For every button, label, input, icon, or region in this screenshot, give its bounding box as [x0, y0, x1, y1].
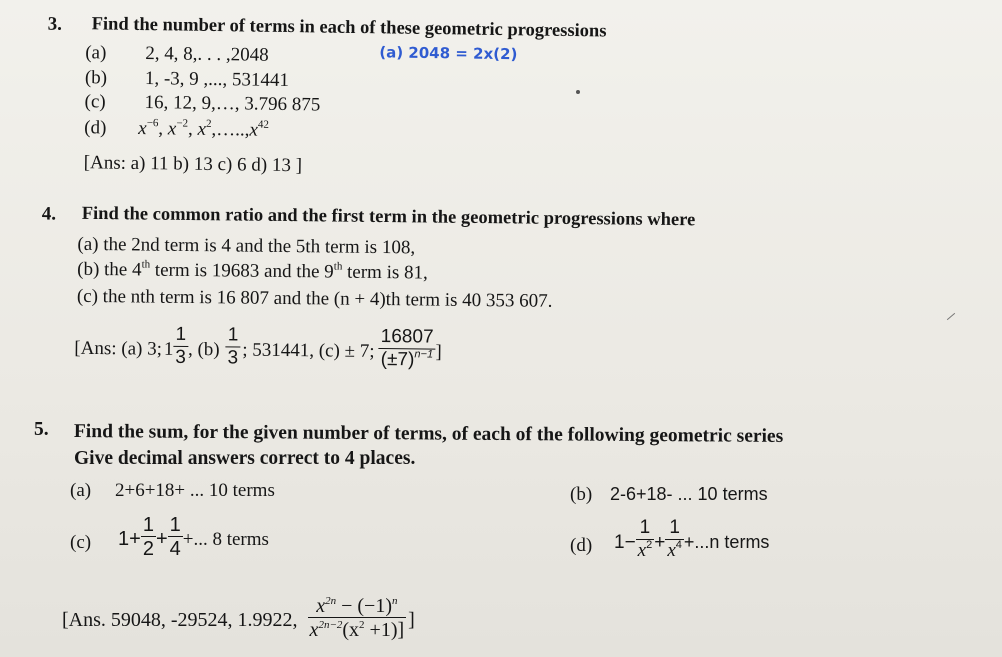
var-x: x: [167, 118, 177, 140]
operator: +: [155, 528, 168, 550]
denominator: [308, 618, 407, 642]
var-x: x: [667, 539, 676, 561]
question-number: 5.: [34, 419, 49, 440]
exponent: n: [391, 594, 398, 607]
denominator: 4: [169, 537, 181, 560]
exponent: −6: [146, 117, 159, 130]
part-b-label: (b): [84, 67, 108, 89]
part-c-label: (c): [70, 532, 92, 553]
part-label: , (b): [187, 338, 220, 360]
mixed-number-whole: 1: [163, 338, 174, 360]
denominator: [665, 540, 684, 563]
part-b-label: (b): [570, 484, 593, 505]
part-c-label: (c): [84, 91, 106, 113]
term: (x: [342, 618, 360, 641]
question-prompt-line-2: Give decimal answers correct to 4 places.: [74, 448, 416, 469]
fraction: [665, 518, 684, 563]
part-a-text: 2, 4, 8,. . . ,2048: [145, 43, 269, 66]
part-a-text: (a) the 2nd term is 4 and the 5th term is 108,: [77, 233, 416, 259]
exponent: −2: [176, 117, 189, 130]
denominator: 2: [142, 537, 154, 560]
answer-close: ]: [408, 609, 415, 631]
part-d-expression: $x^{-6}$, $x^{-2}$, $x^2,\dots..,x^{42}$: [138, 117, 270, 141]
fraction: [168, 514, 183, 561]
term: +...n terms: [683, 532, 770, 552]
part-a-label: (a): [70, 480, 92, 501]
answer-text: ; 531441, (c) ± 7;: [242, 339, 375, 362]
part-b-text: 1, -3, 9 ,..., 531441: [144, 68, 290, 92]
denominator: 3: [175, 346, 187, 368]
part-d-label: (d): [84, 117, 107, 139]
numerator: 16807: [379, 327, 436, 349]
numerator: 1: [169, 513, 181, 536]
question-prompt: Find the common ratio and the first term in the geometric progressions where: [81, 203, 696, 231]
text: term is 81,: [342, 261, 428, 284]
answer-open: [Ans: (a) 3;: [74, 337, 163, 360]
denominator: [636, 540, 655, 563]
part-c-expression: [118, 508, 269, 570]
question-number: 3.: [47, 13, 63, 35]
part-b-text: 2-6+18- ... 10 terms: [610, 484, 768, 504]
ordinal-suffix: th: [333, 260, 343, 273]
term: +1)]: [364, 618, 405, 641]
term: − (−1): [336, 594, 392, 617]
base: (±7): [380, 348, 415, 370]
part-d-expression: [614, 510, 769, 574]
part-a-label: (a): [85, 42, 107, 64]
part-c-text: 16, 12, 9,…, 3.796 875: [144, 92, 321, 116]
fraction: [141, 514, 156, 561]
var-x: x: [316, 594, 326, 617]
numerator: 1: [142, 513, 154, 536]
fraction: [636, 518, 655, 563]
fraction: [308, 595, 407, 642]
answer-close: ]: [435, 341, 442, 363]
answer-line: [Ans: a) 11 b) 13 c) 6 d) 13 ]: [83, 152, 303, 177]
exponent: 42: [257, 118, 270, 131]
part-a-text: 2+6+18+ ... 10 terms: [115, 480, 275, 501]
handwritten-note: (a) 2048 = 2x(2): [379, 43, 518, 64]
ellipsis: ,…..,: [211, 118, 250, 141]
var-x: x: [309, 618, 319, 641]
numerator: 1: [636, 518, 655, 540]
numerator: 1: [226, 325, 241, 347]
question-prompt: Find the sum, for the given number of terms, of each of the following geometric series: [73, 421, 784, 447]
operator: +: [654, 531, 666, 553]
numerator: 1: [665, 518, 684, 540]
denominator: 3: [227, 346, 239, 369]
var-x: x: [138, 117, 147, 140]
exponent: 2: [646, 538, 653, 551]
term: +... 8 terms: [182, 528, 269, 550]
exponent: 2n: [325, 594, 337, 607]
part-d-label: (d): [570, 535, 593, 556]
exponent: 2: [359, 618, 365, 631]
var-x: x: [249, 119, 259, 141]
var-x: x: [637, 539, 647, 561]
exponent: n−1: [414, 347, 434, 361]
exponent: 2n−2: [318, 618, 343, 631]
answer-line: [62, 586, 415, 654]
term: 1+: [118, 528, 141, 550]
text: (b) the 4: [77, 258, 142, 281]
exponent: 2: [205, 117, 212, 130]
term: 1−: [614, 531, 636, 553]
question-prompt: Find the number of terms in each of these geometric progressions: [91, 14, 607, 42]
question-number: 4.: [41, 203, 57, 225]
ordinal-suffix: th: [141, 258, 151, 271]
var-x: x: [197, 118, 207, 140]
numerator: [308, 595, 407, 618]
numerator: 1: [173, 324, 188, 346]
text: term is 19683 and the 9: [150, 259, 334, 283]
exponent: 4: [675, 538, 682, 551]
part-c-text: (c) the nth term is 16 807 and the (n + 4)th term is 40 353 607.: [76, 285, 553, 312]
answer-text: [Ans. 59048, -29524, 1.9922,: [62, 609, 298, 631]
